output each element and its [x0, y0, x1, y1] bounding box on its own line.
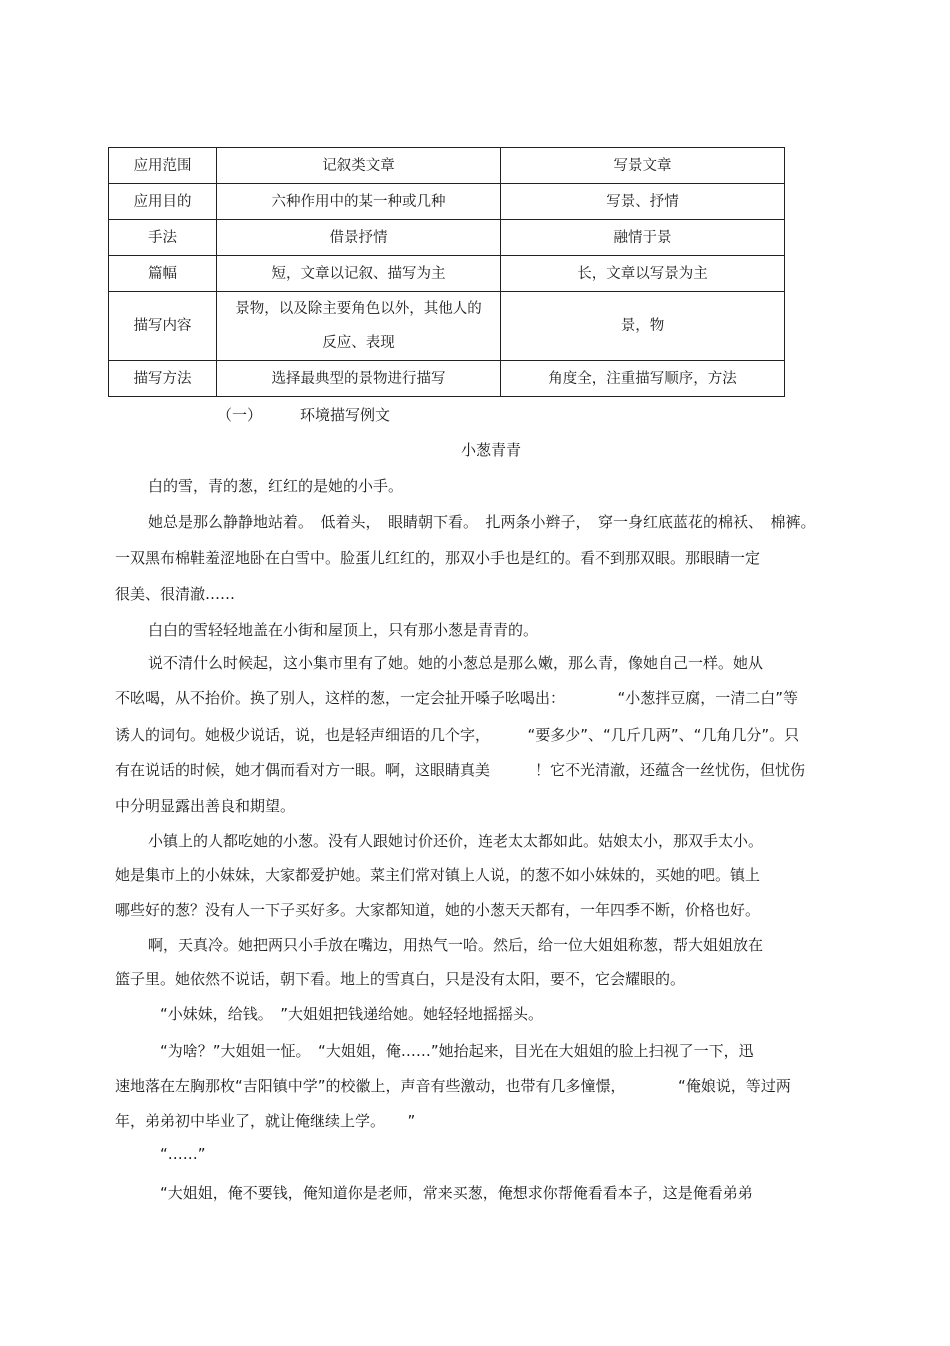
table-cell: 应用目的: [109, 184, 217, 220]
table-cell: 六种作用中的某一种或几种: [217, 184, 501, 220]
paragraph-line: 白白的雪轻轻地盖在小街和屋顶上，只有那小葱是青青的。: [148, 621, 539, 639]
table-cell: 描写内容: [109, 292, 217, 361]
table-row: [109, 184, 785, 220]
table-cell: 景物，以及除主要角色以外，其他人的反应、表现: [217, 292, 501, 361]
paragraph-line: 有在说话的时候，她才偶而看对方一眼。啊，这眼睛真美 ！它不光清澈，还蕴含一丝忧伤，但忧伤: [115, 761, 806, 779]
comparison-table: [108, 147, 785, 397]
paragraph-line: 诱人的词句。她极少说话，说，也是轻声细语的几个字， “要多少”、“几斤几两”、“几角几分”。只: [115, 726, 800, 744]
paragraph-line: 哪些好的葱？没有人一下子买好多。大家都知道，她的小葱天天都有，一年四季不断，价格也好。: [115, 901, 761, 919]
paragraph-line: 一双黑布棉鞋羞涩地卧在白雪中。脸蛋儿红红的，那双小手也是红的。看不到那双眼。那眼睛一定: [115, 549, 761, 567]
paragraph-line: “大姐姐，俺不要钱，俺知道你是老师，常来买葱，俺想求你帮俺看看本子，这是俺看弟弟: [160, 1184, 753, 1202]
table-row: [109, 220, 785, 256]
table-row: [109, 148, 785, 184]
paragraph-line: 年，弟弟初中毕业了，就让俺继续上学。 ”: [115, 1112, 416, 1130]
paragraph-line: 说不清什么时候起，这小集市里有了她。她的小葱总是那么嫩，那么青，像她自己一样。她从: [148, 654, 764, 672]
paragraph-line: “小妹妹，给钱。 ”大姐姐把钱递给她。她轻轻地摇摇头。: [160, 1005, 544, 1023]
section-number: （一）: [217, 406, 263, 424]
paragraph-line: 篮子里。她依然不说话，朝下看。地上的雪真白，只是没有太阳，要不，它会耀眼的。: [115, 970, 686, 988]
table-cell: 应用范围: [109, 148, 217, 184]
table-cell: 角度全，注重描写顺序，方法: [501, 361, 785, 397]
table-cell: 借景抒情: [217, 220, 501, 256]
table-cell: 手法: [109, 220, 217, 256]
table-cell: 写景、抒情: [501, 184, 785, 220]
paragraph-line: 啊，天真冷。她把两只小手放在嘴边，用热气一哈。然后，给一位大姐姐称葱，帮大姐姐放在: [148, 936, 764, 954]
section-title: 环境描写例文: [300, 406, 391, 424]
paragraph-line: 小镇上的人都吃她的小葱。没有人跟她讨价还价，连老太太都如此。姑娘太小，那双手太小。: [148, 832, 764, 850]
paragraph-line: 速地落在左胸那枚“吉阳镇中学”的校徽上，声音有些激动，也带有几多憧憬， “俺娘说，等过两: [115, 1077, 791, 1095]
table-cell: 篇幅: [109, 256, 217, 292]
table-cell: 记叙类文章: [217, 148, 501, 184]
paragraph-line: 很美、很清澈……: [115, 585, 236, 603]
table-cell: 选择最典型的景物进行描写: [217, 361, 501, 397]
table-cell: 景，物: [501, 292, 785, 361]
table-row: [109, 292, 785, 361]
paragraph-line: 她是集市上的小妹妹，大家都爱护她。菜主们常对镇上人说，的葱不如小妹妹的，买她的吧。镇上: [115, 866, 761, 884]
table-cell: 长，文章以写景为主: [501, 256, 785, 292]
paragraph-line: 白的雪，青的葱，红红的是她的小手。: [148, 477, 404, 495]
paragraph-line: 中分明显露出善良和期望。: [115, 797, 296, 815]
table-cell: 描写方法: [109, 361, 217, 397]
table-row: [109, 256, 785, 292]
table-cell: 短，文章以记叙、描写为主: [217, 256, 501, 292]
paragraph-line: 她总是那么静静地站着。 低着头， 眼睛朝下看。 扎两条小辫子， 穿一身红底蓝花的棉袄、 棉裤。: [148, 513, 816, 531]
table-row: [109, 361, 785, 397]
table-cell: 写景文章: [501, 148, 785, 184]
paragraph-line: “为啥？”大姐姐一怔。 “大姐姐，俺……”她抬起来，目光在大姐姐的脸上扫视了一下，迅: [160, 1042, 754, 1060]
paragraph-line: 不吆喝，从不抬价。换了别人，这样的葱，一定会扯开嗓子吆喝出： “小葱拌豆腐，一清二白”等: [115, 689, 799, 707]
table-cell: 融情于景: [501, 220, 785, 256]
story-title: 小葱青青: [461, 441, 522, 459]
paragraph-line: “……”: [160, 1145, 206, 1163]
